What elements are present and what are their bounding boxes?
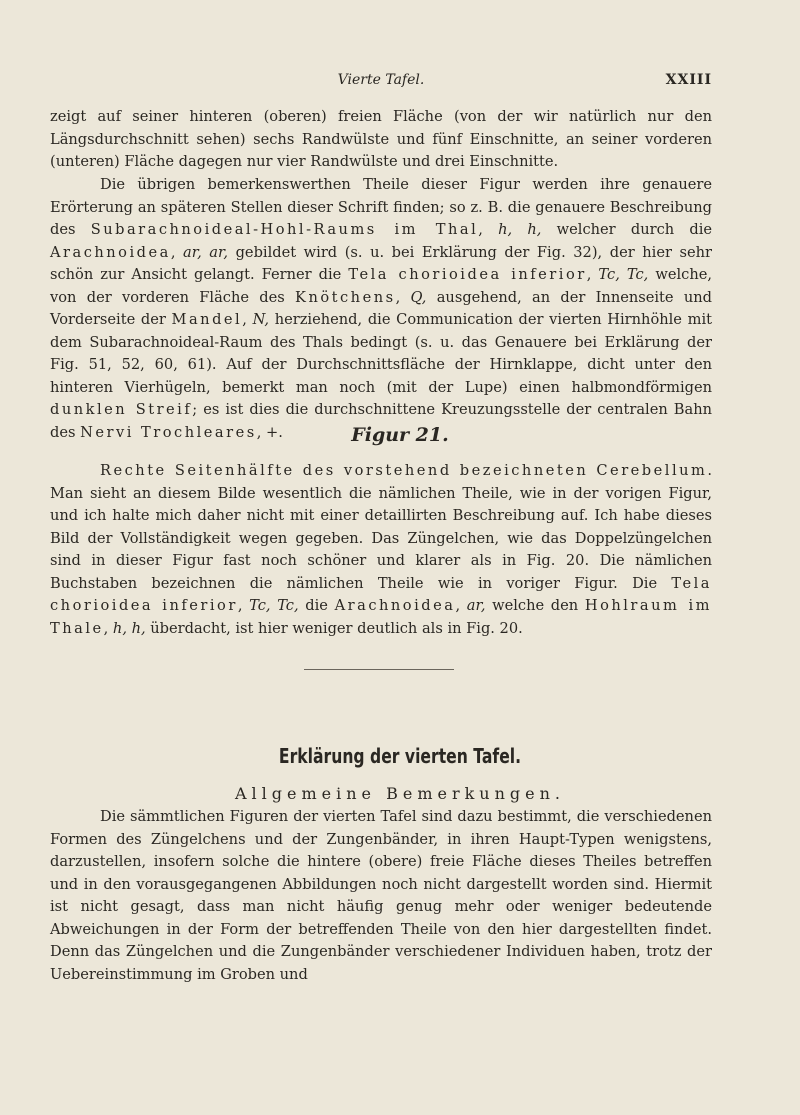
term-tela-chorioidea-2: Tela chorioidea inferior <box>50 574 712 614</box>
paragraph-1: zeigt auf seiner hinteren (oberen) freien Fläche (von der wir natürlich nur den Längsdurchschnitt sehen) sechs Randwülste und fünf Einschnitte, an seiner vorderen (unteren) Fläche dagegen nur vier Randwülste und drei Einschnitte. <box>50 108 712 170</box>
term-nervi-trochleares: Nervi Trochleares <box>80 423 257 441</box>
page-number: XXIII <box>665 72 712 88</box>
section-divider <box>304 669 454 670</box>
figure-heading: Figur 21. <box>351 424 449 446</box>
text-block-continuation <box>50 106 712 174</box>
text-block-2 <box>50 174 712 444</box>
paragraph-4: Die sämmtlichen Figuren der vierten Tafel sind dazu bestimmt, die verschiedenen Formen des Züngelchens und der Zungenbänder, in ihren Haupt-Typen wenigstens, darzustellen, insofern solche die hintere (obere) freie Fläche dieses Theiles betreffen und in den vorausgegangenen Abbildungen noch nicht dargestellt worden sind. Hiermit ist nicht gesagt, dass man nicht häufig genug mehr oder weniger bedeutende Abweichungen in der Form der betreffenden Theile von den hier dargestellten findet. Denn das Züngelchen und die Zungenbänder verschiedener Individuen haben, trotz der Uebereinstimmung im Groben und <box>50 808 712 983</box>
paragraph-2: Die übrigen bemerkenswerthen Theile dieser Figur werden ihre genauere Erörterung an späteren Stellen dieser Schrift finden; so z. B. die genauere Beschreibung des Subarachnoideal-Hohl-Raums im Thal, h, h, welcher durch die Arachnoidea, ar, ar, gebildet wird (s. u. bei Erklärung der Fig. 32), der hier sehr schön zur Ansicht gelangt. Ferner die Tela chorioidea inferior, Tc, Tc, welche, von der vorderen Fläche des Knötchens, Q, ausgehend, an der Innenseite und Vorderseite der Mandel, N, herziehend, die Communication der vierten Hirnhöhle mit dem Subarachnoideal-Raum des Thals bedingt (s. u. das Genauere bei Erklärung der Fig. 51, 52, 60, 61). Auf der Durchschnittsfläche der Hirnklappe, dicht unter den hinteren Vierhügeln, bemerkt man noch (mit der Lupe) einen halbmondförmigen dunklen Streif; es ist dies die durchschnittene Kreuzungsstelle der centralen Bahn des Nervi Trochleares, +. <box>50 176 713 441</box>
text-block-4 <box>50 806 712 986</box>
term-subarachnoideal: Subarachnoideal-Hohl-Raums im Thal <box>90 221 479 238</box>
term-knoetchen: Knötchens <box>295 288 396 306</box>
term-mandel: Mandel <box>171 311 243 328</box>
term-rechte-seitenhaelfte: Rechte Seitenhälfte des vorstehend bezeichneten Cerebellum <box>100 462 708 479</box>
term-tela-chorioidea: Tela chorioidea inferior <box>348 266 587 283</box>
paragraph-3: Rechte Seitenhälfte des vorstehend bezeichneten Cerebellum. Man sieht an diesem Bilde wesentlich die nämlichen Theile, wie in der vorigen Figur, und ich halte mich daher nicht mit einer detaillirten Beschreibung auf. Ich habe dieses Bild der Vollständigkeit wegen gegeben. Das Züngelchen, wie das Doppelzüngelchen sind in dieser Figur fast noch schöner und klarer als in Fig. 20. Die nämlichen Buchstaben bezeichnen die nämlichen Theile wie in voriger Figur. Die Tela chorioidea inferior, Tc, Tc, die Arachnoidea, ar, welche den Hohlraum im Thale, h, h, überdacht, ist hier weniger deutlich als in Fig. 20. <box>50 462 713 637</box>
term-hohlraum: Hohlraum im Thale <box>50 597 713 637</box>
section-heading: Erklärung der vierten Tafel. <box>278 744 522 768</box>
term-arachnoidea-2: Arachnoidea <box>334 597 456 614</box>
running-header <box>50 72 712 92</box>
header-title: Vierte Tafel. <box>337 72 425 88</box>
term-arachnoidea: Arachnoidea <box>50 243 171 261</box>
text-block-figure-21 <box>50 460 712 640</box>
term-dunklen-streif: dunklen Streif <box>50 401 193 418</box>
section-subheading: Allgemeine Bemerkungen. <box>234 784 566 803</box>
